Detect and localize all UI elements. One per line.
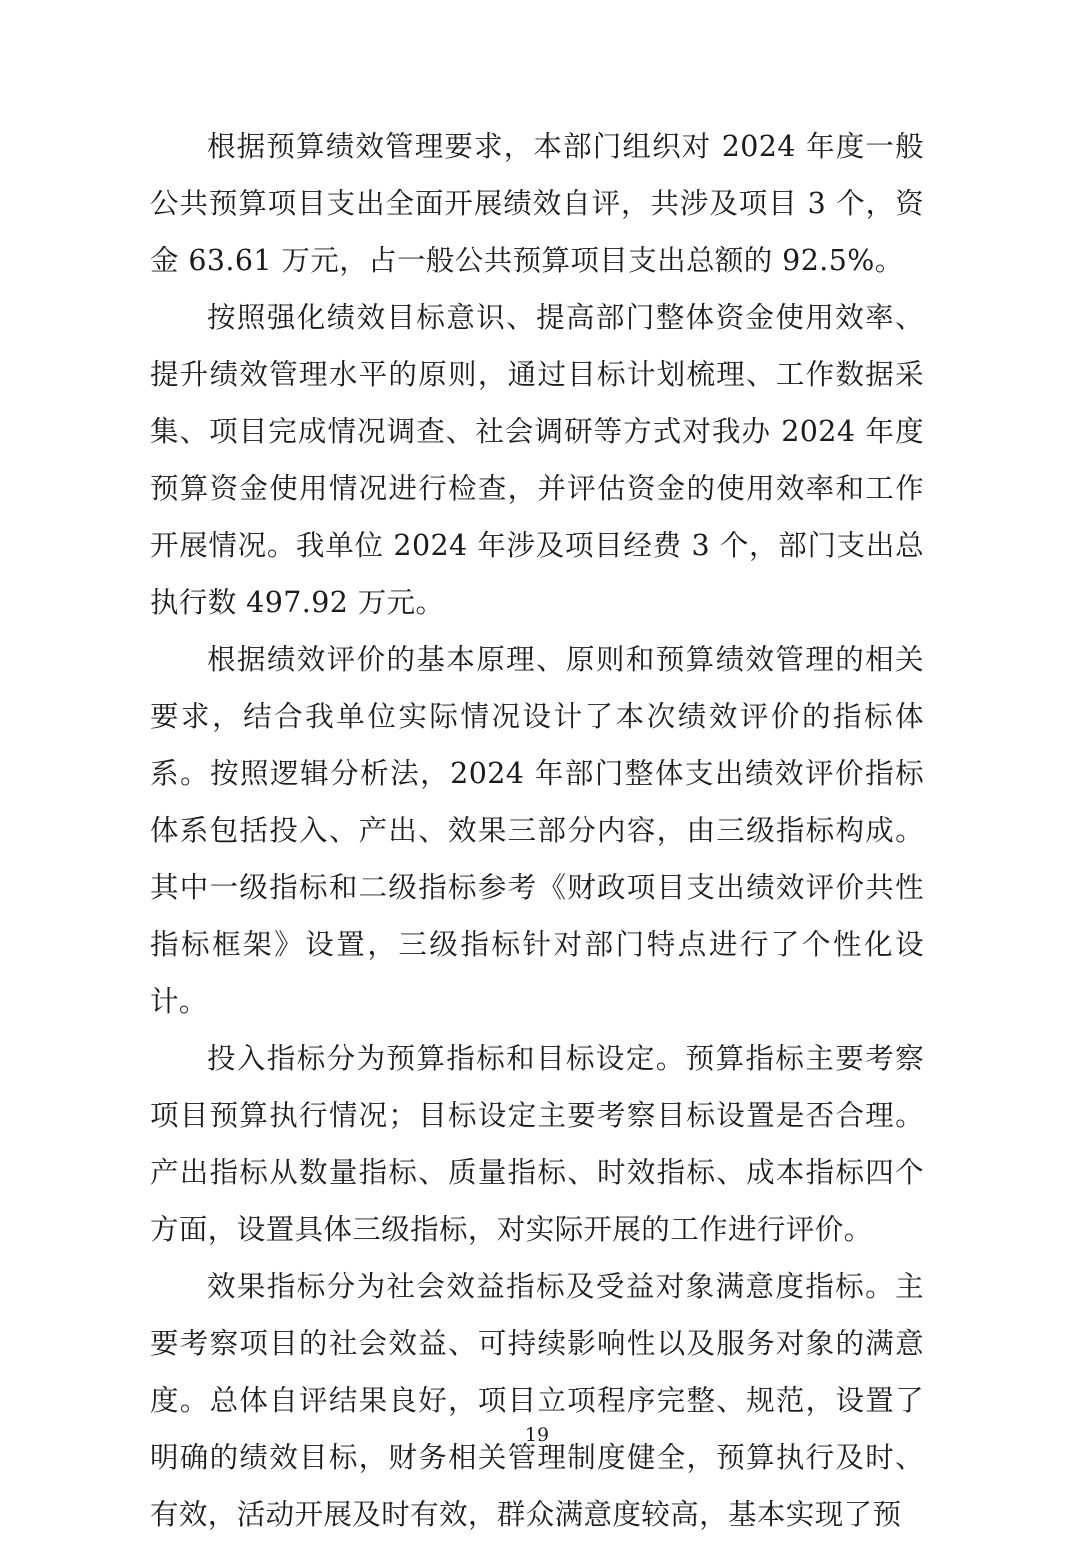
paragraph-2: 按照强化绩效目标意识、提高部门整体资金使用效率、提升绩效管理水平的原则，通过目标计划梳理、工作数据采集、项目完成情况调查、社会调研等方式对我办 2024 年度预算资金使用情况进行检查，并评估资金的使用效率和工作开展情况。我单位 2024 年涉及项目经费 3 个，部门支出总执行数 497.92 万元。 [150,301,924,619]
paragraph-3: 根据绩效评价的基本原理、原则和预算绩效管理的相关要求，结合我单位实际情况设计了本次绩效评价的指标体系。按照逻辑分析法，2024 年部门整体支出绩效评价指标体系包括投入、产出、效果三部分内容，由三级指标构成。其中一级指标和二级指标参考《财政项目支出绩效评价共性指标框架》设置，三级指标针对部门特点进行了个性化设计。 [150,643,924,1018]
paragraph-5: 效果指标分为社会效益指标及受益对象满意度指标。主要考察项目的社会效益、可持续影响性以及服务对象的满意度。总体自评结果良好，项目立项程序完整、规范，设置了明确的绩效目标，财务相关管理制度健全，预算执行及时、有效，活动开展及时有效，群众满意度较高，基本实现了预 [150,1270,924,1531]
paragraph-4: 投入指标分为预算指标和目标设定。预算指标主要考察项目预算执行情况；目标设定主要考察目标设置是否合理。产出指标从数量指标、质量指标、时效指标、成本指标四个方面，设置具体三级指标，对实际开展的工作进行评价。 [150,1042,924,1246]
document-body [150,118,924,1543]
page-number: 19 [524,1424,550,1446]
paragraph-1: 根据预算绩效管理要求，本部门组织对 2024 年度一般公共预算项目支出全面开展绩效自评，共涉及项目 3 个，资金 63.61 万元，占一般公共预算项目支出总额的 92.5%。 [150,130,924,277]
